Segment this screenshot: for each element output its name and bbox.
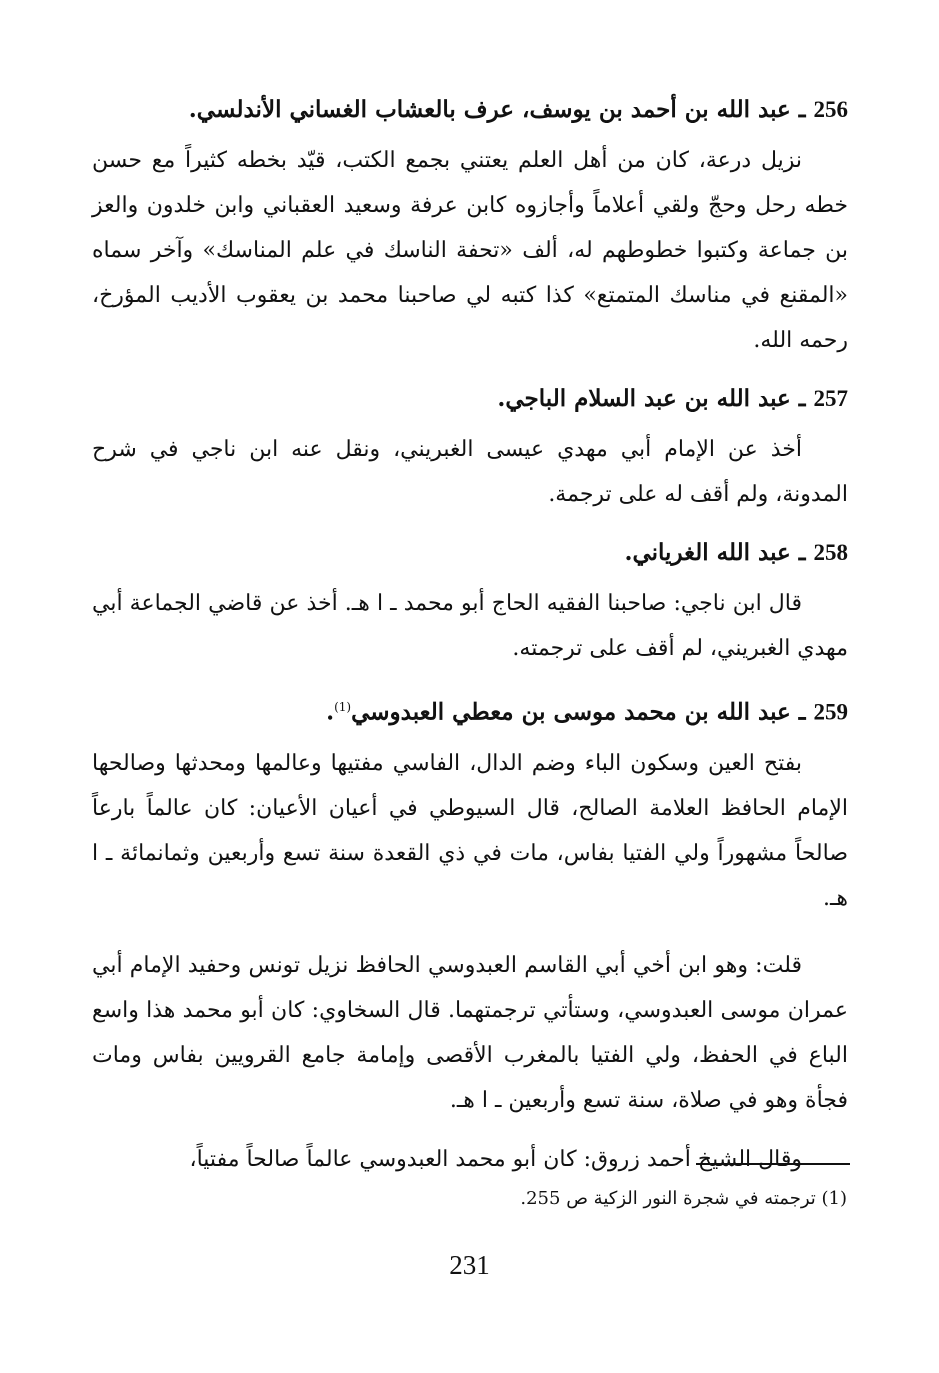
entry-paragraph: نزيل درعة، كان من أهل العلم يعتني بجمع الكتب، قيّد بخطه كثيراً مع حسن خطه رحل وحجّ ولقي أعلاماً وأجازوه كابن عرفة وسعيد العقباني وابن خلدون والعز بن جماعة وكتبوا خطوطهم له، ألف «تحفة الناسك في علم المناسك» وآخر سماه «المقنع في مناسك المتمتع» كذا كتبه لي صاحبنا محمد بن يعقوب الأديب المؤرخ، رحمه الله. <box>92 148 848 353</box>
entry-title: ـ عبد الله الغرياني. <box>624 539 806 566</box>
footnote-divider <box>696 1163 850 1165</box>
entry-paragraph: قلت: وهو ابن أخي أبي القاسم العبدوسي الحافظ نزيل تونس وحفيد الإمام أبي عمران موسى العبدوسي، وستأتي ترجمتهما. قال السخاوي: كان أبو محمد هذا واسع الباع في الحفظ، ولي الفتيا بالمغرب الأقصى وإمامة جامع القرويين بفاس ومات فجأة وهو في صلاة، سنة تسع وأربعين ـ ا هـ. <box>92 952 848 1113</box>
entry-number: 259 <box>813 699 848 725</box>
entry-heading-259 <box>92 685 848 735</box>
entry-heading-256 <box>92 88 848 132</box>
page-body <box>92 88 848 1196</box>
entry-number: 258 <box>813 540 848 565</box>
entry-paragraph: قال ابن ناجي: صاحبنا الفقيه الحاج أبو محمد ـ ا هـ. أخذ عن قاضي الجماعة أبي مهدي الغبريني، لم أقف على ترجمته. <box>92 591 848 661</box>
entry-paragraph: أخذ عن الإمام أبي مهدي عيسى الغبريني، ونقل عنه ابن ناجي في شرح المدونة، ولم أقف له على ترجمة. <box>92 437 848 507</box>
footnote-reference: (1) <box>334 700 352 714</box>
entry-number: 257 <box>813 386 848 411</box>
footnote: (1) ترجمته في شجرة النور الزكية ص 255. <box>520 1188 847 1209</box>
page-number: 231 <box>449 1250 490 1280</box>
entry-paragraph: وقال الشيخ أحمد زروق: كان أبو محمد العبدوسي عالماً صالحاً مفتياً، <box>189 1146 802 1172</box>
entry-heading-257 <box>92 377 848 421</box>
entry-paragraph: بفتح العين وسكون الباء وضم الدال، الفاسي مفتيها وعالمها ومحدثها وصالحها الإمام الحافظ العلامة الصالح، قال السيوطي في أعيان الأعيان: كان عالماً بارعاً صالحاً مشهوراً ولي الفتيا بفاس، مات في ذي القعدة سنة تسع وأربعين وثمانمائة ـ ا هـ. <box>92 750 848 911</box>
entry-title: ـ عبد الله بن أحمد بن يوسف، عرف بالعشاب الغساني الأندلسي. <box>188 96 806 123</box>
entry-number: 256 <box>813 97 848 122</box>
entry-heading-258 <box>92 531 848 575</box>
entry-title: ـ عبد الله بن عبد السلام الباجي. <box>497 385 806 412</box>
entry-title-end: . <box>326 698 335 726</box>
entry-title: ـ عبد الله بن محمد موسى بن معطي العبدوسي <box>351 698 806 726</box>
